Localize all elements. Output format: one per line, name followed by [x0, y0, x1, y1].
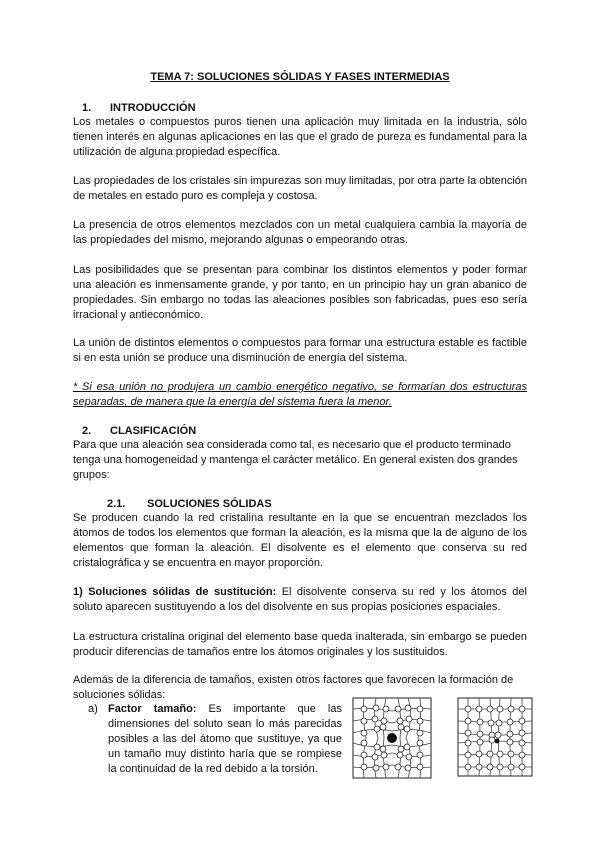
paragraph: La estructura cristalina original del elemento base queda inalterada, sin embargo se pueden producir diferencias de tamaños entre los átomos originales y los sustituidos.: [73, 631, 527, 658]
section-title: INTRODUCCIÓN: [110, 102, 196, 114]
paragraph: Se producen cuando la red cristalina resultante en la que se encuentran mezclados los átomos de todos los elementos que forman la aleación, es la misma que la de alguno de los elementos que forman la aleación. El disolvente es el elemento que conserva su red cristalográfica y se encuentra en mayor proporción.: [73, 512, 527, 569]
section-title: CLASIFICACIÓN: [110, 425, 197, 437]
factor-description: Es importante que las dimensiones del soluto sean lo más parecidas posibles a las del átomo que sustituye, ya que un tamaño muy distinto haría que se rompiese la continuidad de la red debido a la torsión.: [108, 703, 342, 775]
solute-atom: [387, 733, 397, 743]
page-title: TEMA 7: SOLUCIONES SÓLIDAS Y FASES INTERMEDIAS: [150, 71, 450, 83]
paragraph: Los metales o compuestos puros tienen una aplicación muy limitada en la industria, sólo tienen interés en algunas aplicaciones en las que el grado de pureza es fundamental para la utilización de alguna propiedad específica.: [73, 116, 527, 158]
subst-text: El disolvente conserva su red y los átomos del soluto aparecen sustituyendo a los del disolvente en sus propias posiciones espaciales.: [73, 586, 527, 613]
paragraph: Las posibilidades que se presentan para combinar los distintos elementos y poder formar una aleación es inmensamente grande, y por tanto, en un principio hay un gran abanico de propiedades. Sin embargo no todas las aleaciones posibles son fabricadas, pues eso sería irracional y antieconómico.: [73, 264, 527, 321]
section-2-heading: [82, 424, 196, 439]
section-2-1-heading: [107, 497, 272, 512]
lattice-large-solute-figure: [352, 697, 432, 779]
factor-text: [108, 702, 342, 777]
paragraph: La presencia de otros elementos mezclados con un metal cualquiera cambia la mayoría de las propiedades del mismo, mejorando algunas o empeorando otras.: [73, 219, 527, 246]
solute-atom: [495, 739, 500, 744]
subst-label: 1) Soluciones sólidas de sustitución:: [73, 586, 277, 598]
section-number: 2.: [82, 425, 92, 437]
paragraph: Además de la diferencia de tamaños, existen otros factores que favorecen la formación de soluciones sólidas:: [73, 674, 514, 701]
paragraph: La unión de distintos elementos o compuestos para formar una estructura estable es factible si en esta unión se produce una disminución de energía del sistema.: [73, 337, 527, 364]
section-title: SOLUCIONES SÓLIDAS: [147, 498, 272, 510]
lattice-small-solute-figure: [457, 697, 533, 777]
section-number: 2.1.: [107, 498, 126, 510]
paragraph: Las propiedades de los cristales sin impurezas son muy limitadas, por otra parte la obtención de metales en estado puro es compleja y costosa.: [73, 175, 527, 202]
paragraph: [73, 585, 527, 615]
section-1-heading: [82, 101, 196, 116]
section-number: 1.: [82, 102, 92, 114]
footnote: * Si esa unión no produjera un cambio energético negativo, se formarían dos estructuras separadas, de manera que la energía del sistema fuera la menor.: [73, 381, 527, 408]
factor-label: Factor tamaño:: [108, 703, 197, 715]
paragraph: Para que una aleación sea considerada como tal, es necesario que el producto terminado tenga una homogeneidad y mantenga el carácter metálico. En general existen dos grandes grupos:: [73, 439, 518, 481]
list-marker: a): [88, 703, 98, 715]
